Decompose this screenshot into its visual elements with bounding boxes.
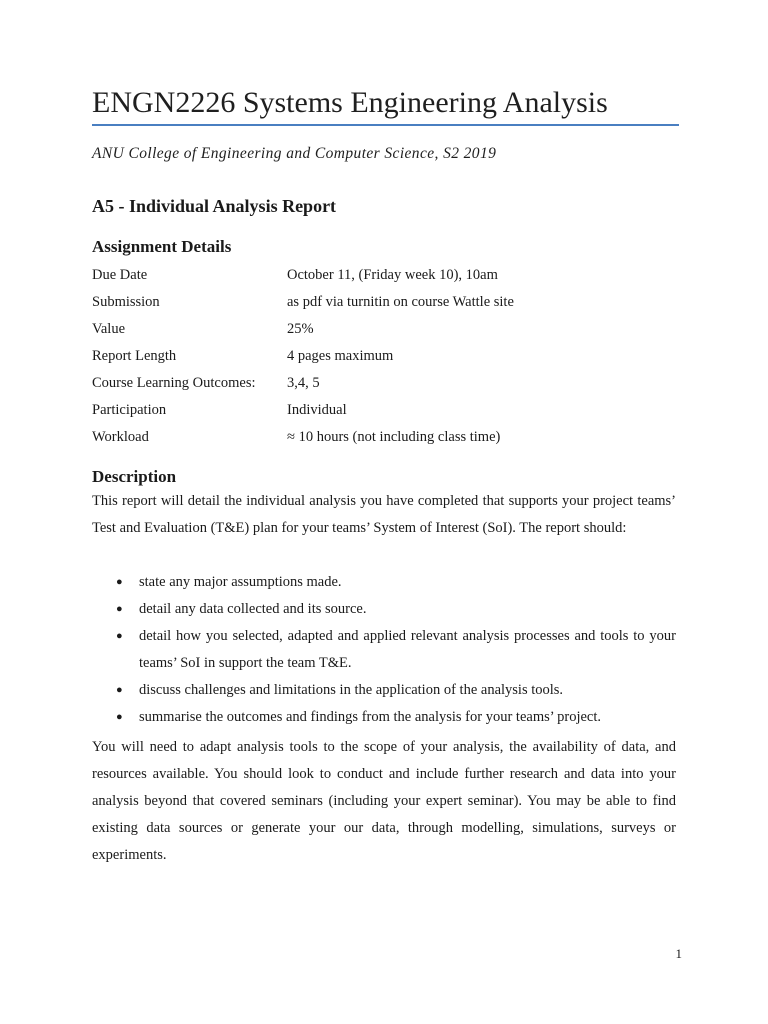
bullet-icon: ● — [116, 711, 123, 723]
detail-row-learning-outcomes — [92, 370, 680, 397]
list-item — [92, 704, 676, 731]
detail-row-workload — [92, 424, 680, 451]
description-paragraph-2: You will need to adapt analysis tools to the scope of your analysis, the availability of data, and resources available. You should look to conduct and include further research and data into your analysis beyond that covered seminars (including your expert seminar). You may be able to find existing data sources or generate your our data, through modelling, simulations, surveys or experiments. — [92, 739, 676, 863]
description-heading: Description — [92, 467, 177, 486]
assignment-title: A5 - Individual Analysis Report — [92, 196, 337, 216]
page-number: 1 — [675, 946, 682, 961]
document-title: ENGN2226 Systems Engineering Analysis — [92, 86, 608, 119]
list-item — [92, 569, 676, 596]
detail-label: Due Date — [92, 267, 148, 283]
detail-value: 3,4, 5 — [287, 375, 320, 391]
bullet-text: discuss challenges and limitations in the application of the analysis tools. — [139, 682, 564, 698]
assignment-details-table — [92, 262, 680, 451]
bullet-text: state any major assumptions made. — [139, 574, 342, 590]
bullet-text: detail how you selected, adapted and applied relevant analysis processes and tools to your teams’ SoI in support the team T&E. — [139, 628, 676, 671]
title-rule — [92, 124, 679, 126]
list-item — [92, 677, 676, 704]
bullet-text: summarise the outcomes and findings from the analysis for your teams’ project. — [139, 709, 602, 725]
detail-label: Workload — [92, 429, 149, 445]
bullet-icon: ● — [116, 576, 123, 588]
bullet-text: detail any data collected and its source. — [139, 601, 367, 617]
detail-label: Submission — [92, 294, 160, 310]
detail-row-value — [92, 316, 680, 343]
detail-value: Individual — [287, 402, 347, 418]
detail-label: Value — [92, 321, 126, 337]
bullet-icon: ● — [116, 630, 123, 642]
detail-value: ≈ 10 hours (not including class time) — [287, 429, 501, 445]
detail-row-due-date — [92, 262, 680, 289]
detail-value: 4 pages maximum — [287, 348, 394, 364]
assignment-details-heading: Assignment Details — [92, 237, 232, 256]
detail-value: October 11, (Friday week 10), 10am — [287, 267, 498, 283]
detail-label: Course Learning Outcomes: — [92, 375, 256, 391]
detail-value: 25% — [287, 321, 314, 337]
requirements-bullet-list — [92, 569, 676, 731]
bullet-icon: ● — [116, 603, 123, 615]
detail-value: as pdf via turnitin on course Wattle site — [287, 294, 514, 310]
bullet-icon: ● — [116, 684, 123, 696]
document-subtitle: ANU College of Engineering and Computer Science, S2 2019 — [92, 145, 497, 162]
detail-row-submission — [92, 289, 680, 316]
detail-label: Participation — [92, 402, 167, 418]
detail-row-participation — [92, 397, 680, 424]
detail-label: Report Length — [92, 348, 177, 364]
list-item — [92, 596, 676, 623]
description-paragraph-1: This report will detail the individual analysis you have completed that supports your project teams’ Test and Evaluation (T&E) plan for your teams’ System of Interest (SoI). The report should: — [92, 493, 676, 536]
detail-row-report-length — [92, 343, 680, 370]
list-item — [92, 623, 676, 677]
